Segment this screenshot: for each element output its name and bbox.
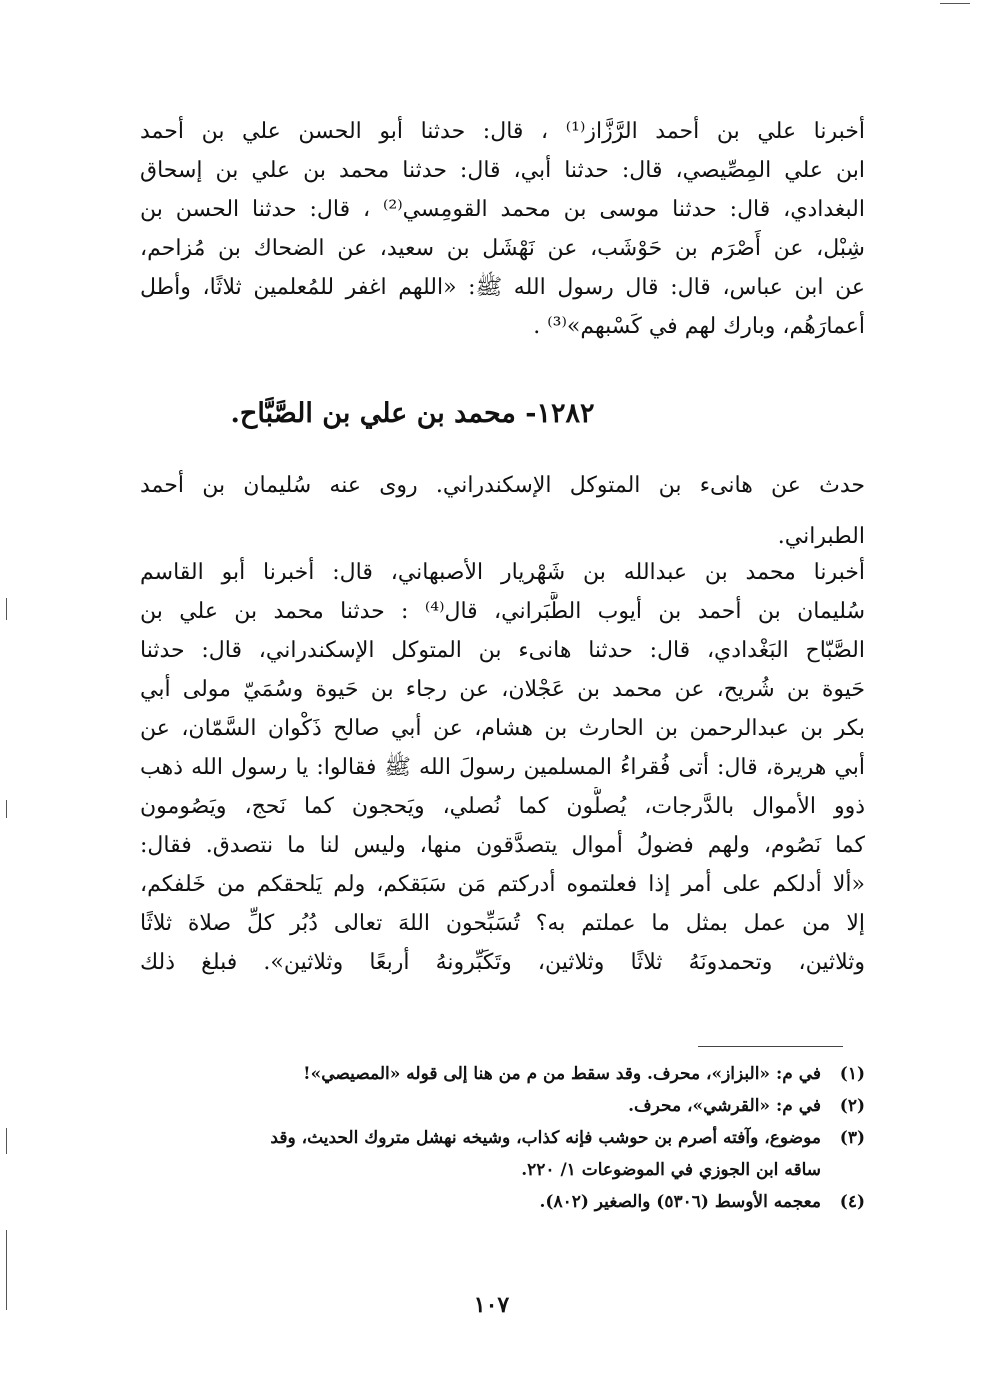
paragraph-narration-2 [140, 553, 865, 982]
footnote-text [140, 1090, 821, 1122]
text-line: عن ابن عباس، قال: قال رسول الله ﷺ: «اللهم اغفر للمُعلمين ثلاثًا، وأطل [140, 275, 865, 300]
footnote-item [140, 1186, 865, 1218]
text-line: ابن علي المِصِّيصي، قال: حدثنا أبي، قال: حدثنا محمد بن علي بن إسحاق [140, 158, 865, 183]
text-line: ذوو الأموال بالدَّرجات، يُصلُّون كما نُصلي، ويَحجون كما نَحج، ويَصُومون [140, 794, 865, 819]
footnote-text [140, 1122, 821, 1186]
entry-heading: ١٢٨٢- محمد بن علي بن الصَّبَّاح. [230, 398, 595, 429]
scan-mark [6, 1128, 7, 1154]
text-line: إلا من عمل بمثل ما عملتم به؟ تُسَبِّحون اللهَ تعالى دُبُر كلِّ صلاة ثلاثًا [140, 911, 865, 936]
scan-mark [940, 3, 970, 4]
footnote-text [140, 1186, 821, 1218]
text-line: أخبرنا علي بن أحمد الرَّزَّاز⁽¹⁾ ، قال: حدثنا أبو الحسن علي بن أحمد [140, 119, 865, 144]
paragraph-narration-1 [140, 112, 865, 346]
text-line: شِبْل، عن أَصْرَم بن حَوْشَب، عن نَهْشَل بن سعيد، عن الضحاك بن مُزاحم، [140, 236, 865, 261]
footnote-line: في م: «البزاز»، محرف. وقد سقط من م من هنا إلى قوله «المصيصي»! [303, 1064, 821, 1084]
text-line: سُليمان بن أحمد بن أيوب الطَّبَراني، قال⁽⁴⁾ : حدثنا محمد بن علي بن [140, 599, 865, 624]
footnote-number: (٤) [839, 1192, 865, 1212]
footnote-line: ساقه ابن الجوزي في الموضوعات ١/ ٢٢٠. [521, 1160, 821, 1180]
text-line: أعمارَهُم، وبارك لهم في كَسْبهم»⁽³⁾ . [533, 314, 865, 339]
text-line: وثلاثين، وتحمدونَهُ ثلاثًا وثلاثين، وتَكَبِّرونهُ أربعًا وثلاثين». فبلغ ذلك [140, 950, 865, 975]
text-line: حدث عن هانىء بن المتوكل الإسكندراني. روى عنه سُليمان بن أحمد [140, 473, 865, 498]
footnote-separator [698, 1046, 843, 1047]
footnote-line: معجمه الأوسط (٥٣٠٦) والصغير (٨٠٢). [539, 1192, 821, 1212]
page-number: ١٠٧ [473, 1292, 510, 1318]
text-line: «ألا أدلكم على أمر إذا فعلتموه أدركتم مَن سَبَقكم، ولم يَلحقكم من خَلفكم، [140, 872, 865, 897]
footnote-item [140, 1058, 865, 1090]
text-line: حَيوة بن شُريح، عن محمد بن عَجْلان، عن رجاء بن حَيوة وسُمَيّ مولى أبي [140, 677, 865, 702]
text-line: أبي هريرة، قال: أتى فُقراءُ المسلمين رسولَ الله ﷺ فقالوا: يا رسول الله ذهب [140, 755, 865, 780]
paragraph-biography [140, 455, 865, 556]
text-line: الطبراني. [777, 524, 865, 549]
text-line: بكر بن عبدالرحمن بن الحارث بن هشام، عن أبي صالح ذَكْوان السَّمّان، عن [140, 716, 865, 741]
footnote-number: (٣) [839, 1128, 865, 1148]
footnote-number: (٢) [839, 1096, 865, 1116]
footnote-text [140, 1058, 821, 1090]
footnotes [140, 1058, 865, 1218]
footnote-line: موضوع، وآفته أصرم بن حوشب فإنه كذاب، وشيخه نهشل متروك الحديث، وقد [270, 1128, 821, 1148]
footnote-item [140, 1090, 865, 1122]
text-line: البغدادي، قال: حدثنا موسى بن محمد القومِسي⁽²⁾ ، قال: حدثنا الحسن بن [140, 197, 865, 222]
text-line: أخبرنا محمد بن عبدالله بن شَهْريار الأصبهاني، قال: أخبرنا أبو القاسم [140, 560, 865, 585]
footnote-item [140, 1122, 865, 1186]
footnote-line: في م: «القرشي»، محرف. [628, 1096, 821, 1116]
scan-mark [6, 598, 7, 620]
text-line: الصَّبّاح البَغْدادي، قال: حدثنا هانىء بن المتوكل الإسكندراني، قال: حدثنا [140, 638, 865, 663]
scan-mark [6, 800, 7, 818]
footnote-number: (١) [839, 1064, 865, 1084]
text-line: كما نَصُوم، ولهم فضولُ أموال يتصدَّقون منها، وليس لنا ما نتصدق. فقال: [140, 833, 865, 858]
